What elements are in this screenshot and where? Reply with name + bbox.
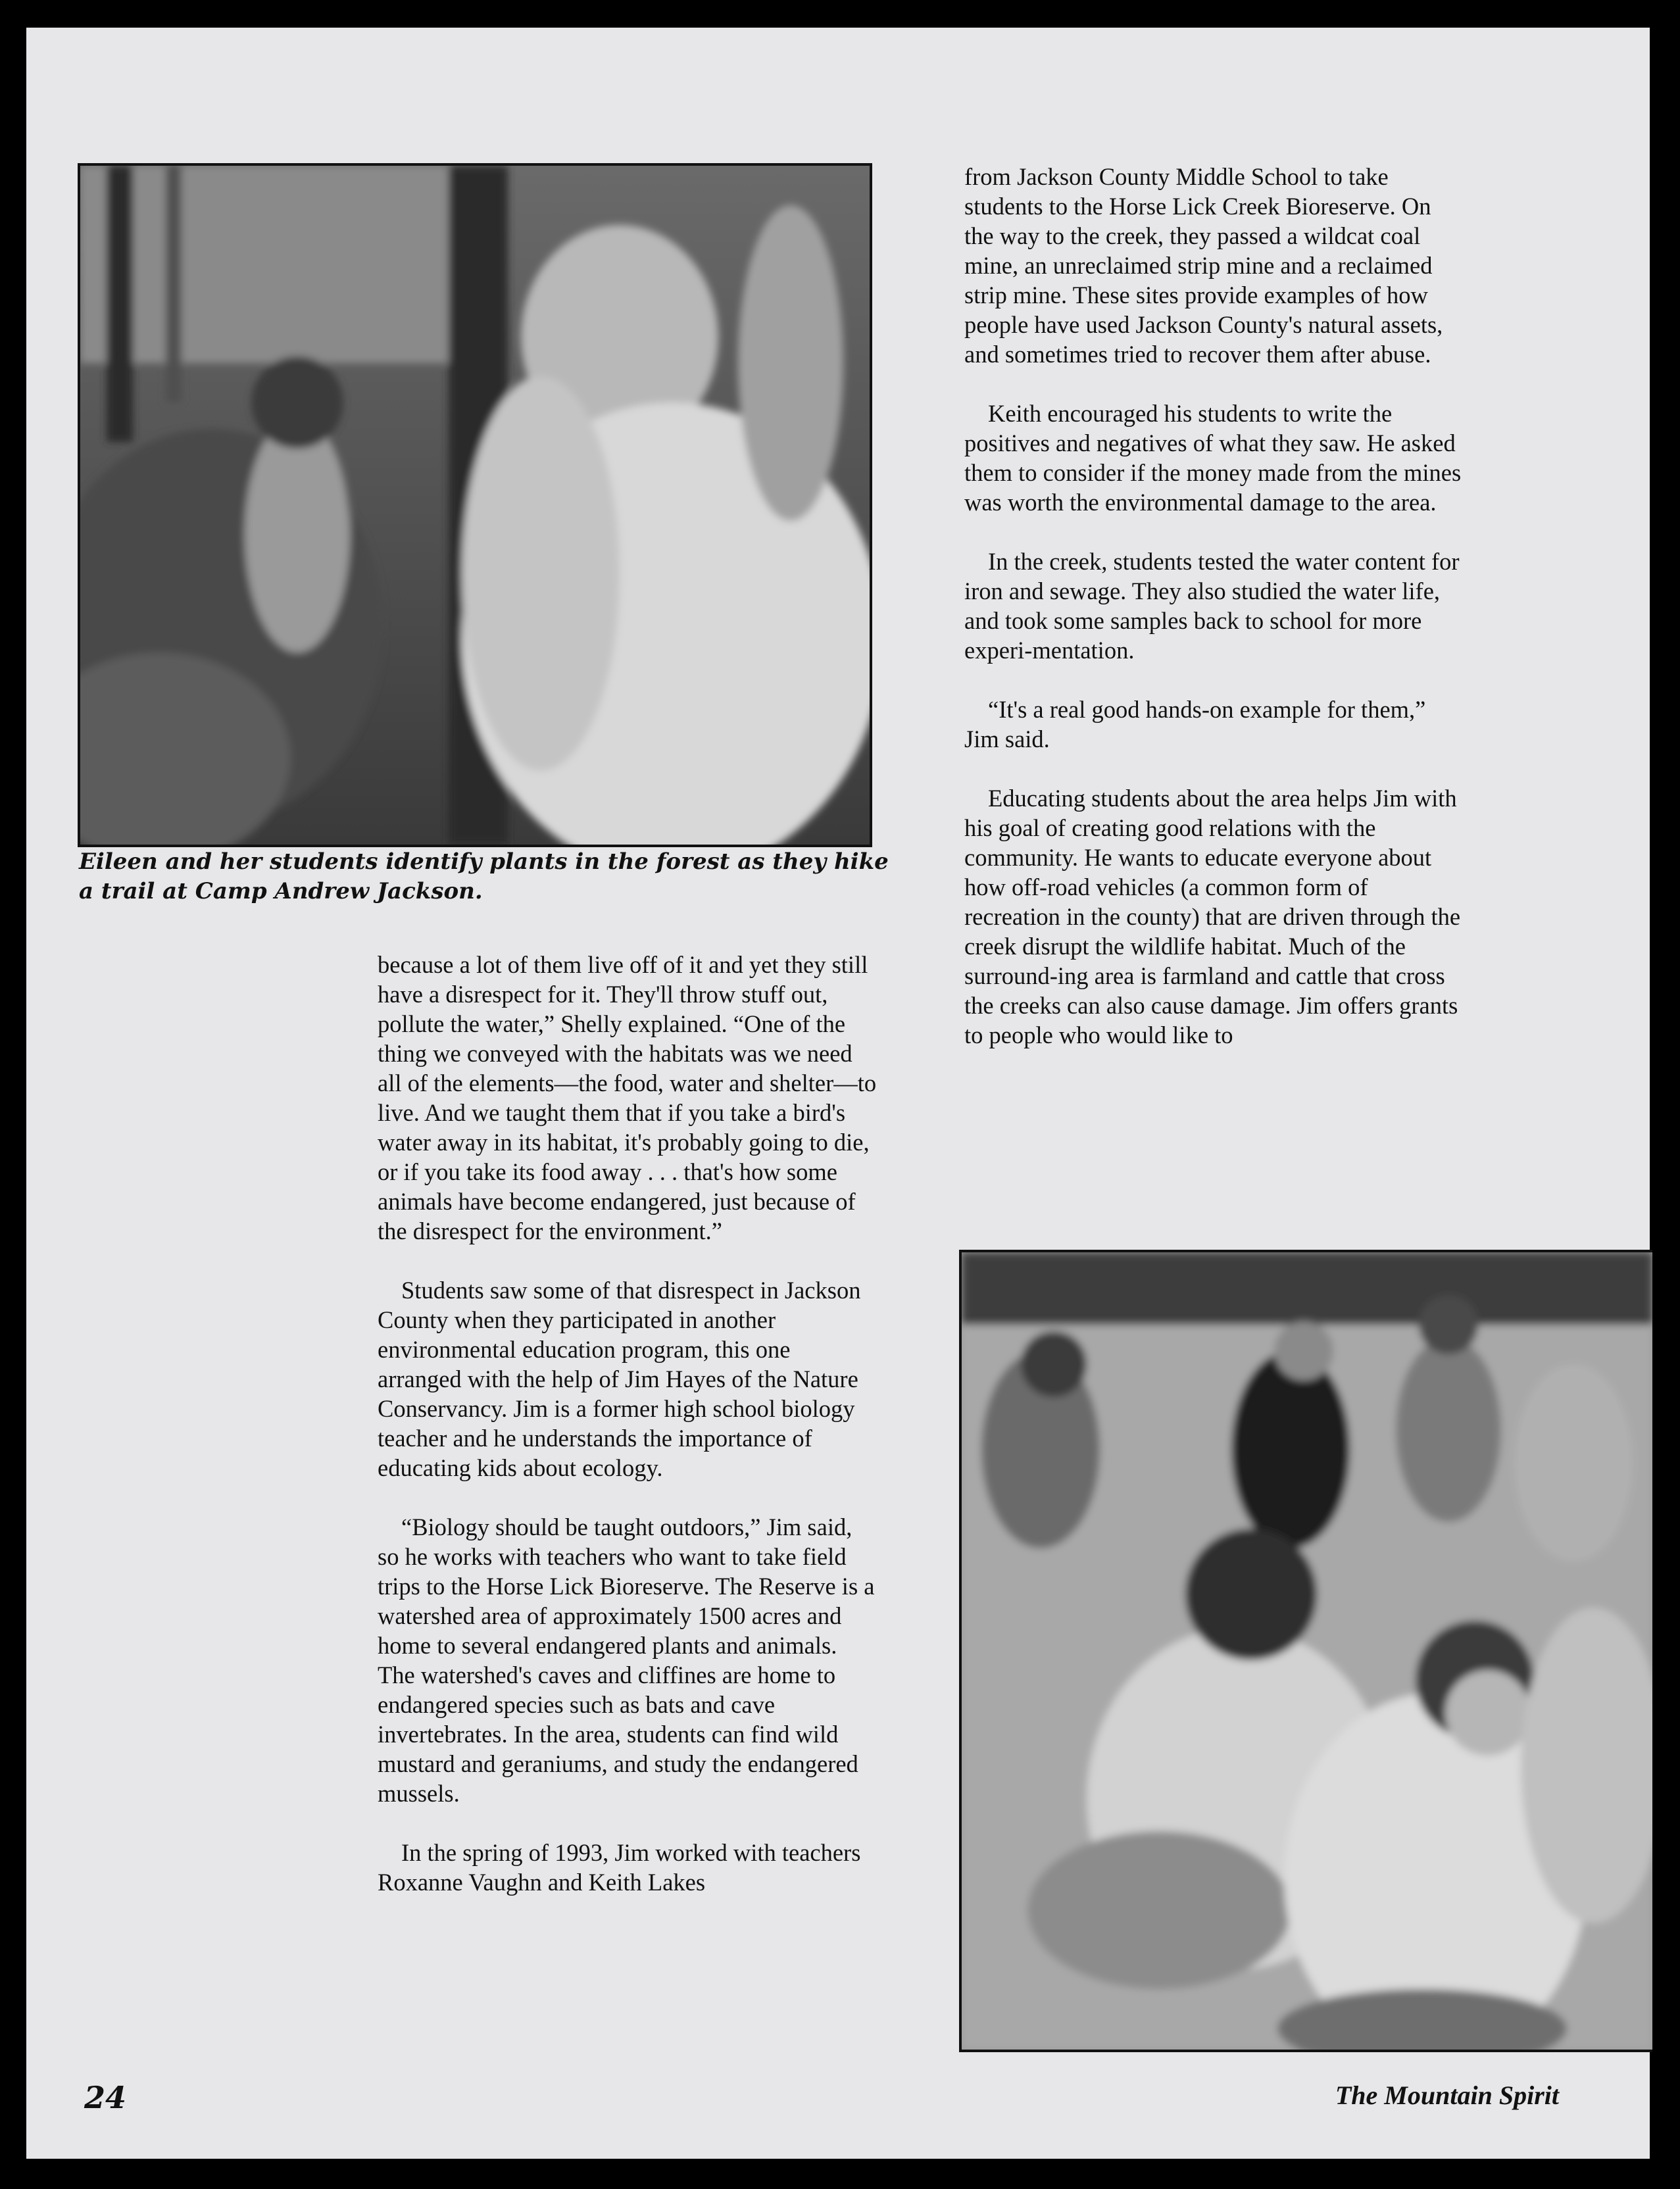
magazine-page bbox=[26, 28, 1650, 2159]
forest-hike-photo bbox=[78, 163, 872, 847]
paragraph: “It's a real good hands-on example for them,” Jim said. bbox=[964, 696, 1426, 752]
paragraph: In the spring of 1993, Jim worked with teachers Roxanne Vaughn and Keith Lakes bbox=[378, 1839, 861, 1896]
students-circle-photo bbox=[959, 1250, 1652, 2052]
article-column-left bbox=[378, 950, 877, 1897]
paragraph: Educating students about the area helps Jim with his goal of creating good relations with the community. He wants to educate everyone about how off-road vehicles (a common form of recreation in the county) that are driven through the creek disrupt the wildlife habitat. Much of the surround-ing area is farmland and cattle that cross the creeks can also cause damage. Jim offers grants to people who would like to bbox=[964, 785, 1461, 1048]
magazine-title: The Mountain Spirit bbox=[1335, 2080, 1559, 2110]
paragraph: In the creek, students tested the water content for iron and sewage. They also studied the water life, and took some samples back to school for more experi-mentation. bbox=[964, 548, 1460, 664]
article-column-right bbox=[964, 162, 1464, 1050]
paragraph: from Jackson County Middle School to take students to the Horse Lick Creek Bioreserve. On the way to the creek, they passed a wildcat coal mine, an unreclaimed strip mine and a reclaimed strip mine. These sites provide examples of how people have used Jackson County's natural assets, and sometimes tried to recover them after abuse. bbox=[964, 163, 1443, 368]
paragraph: “Biology should be taught outdoors,” Jim said, so he works with teachers who want to take field trips to the Horse Lick Bioreserve. The Reserve is a watershed area of approximately 1500 acres and home to several endangered plants and animals. The watershed's caves and cliffines are home to endangered species such as bats and cave invertebrates. In the area, students can find wild mustard and geraniums, and study the endangered mussels. bbox=[378, 1513, 875, 1807]
paragraph: because a lot of them live off of it and yet they still have a disrespect for it. They'll throw stuff out, pollute the water,” Shelly explained. “One of the thing we conveyed with the habitats was we need all of the elements—the food, water and shelter—to live. And we taught them that if you take a bird's water away in its habitat, it's probably going to die, or if you take its food away . . . that's how some animals have become endangered, just because of the disrespect for the environment.” bbox=[378, 951, 877, 1244]
page-number: 24 bbox=[84, 2080, 127, 2115]
photo-caption: Eileen and her students identify plants in the forest as they hike a trail at Camp Andrew Jackson. bbox=[79, 849, 889, 904]
paragraph: Keith encouraged his students to write the positives and negatives of what they saw. He asked them to consider if the money made from the mines was worth the environmental damage to the area. bbox=[964, 400, 1462, 516]
paragraph: Students saw some of that disrespect in Jackson County when they participated in another environmental education program, this one arranged with the help of Jim Hayes of the Nature Conservancy. Jim is a former high school biology teacher and he understands the importance of educating kids about ecology. bbox=[378, 1277, 861, 1481]
